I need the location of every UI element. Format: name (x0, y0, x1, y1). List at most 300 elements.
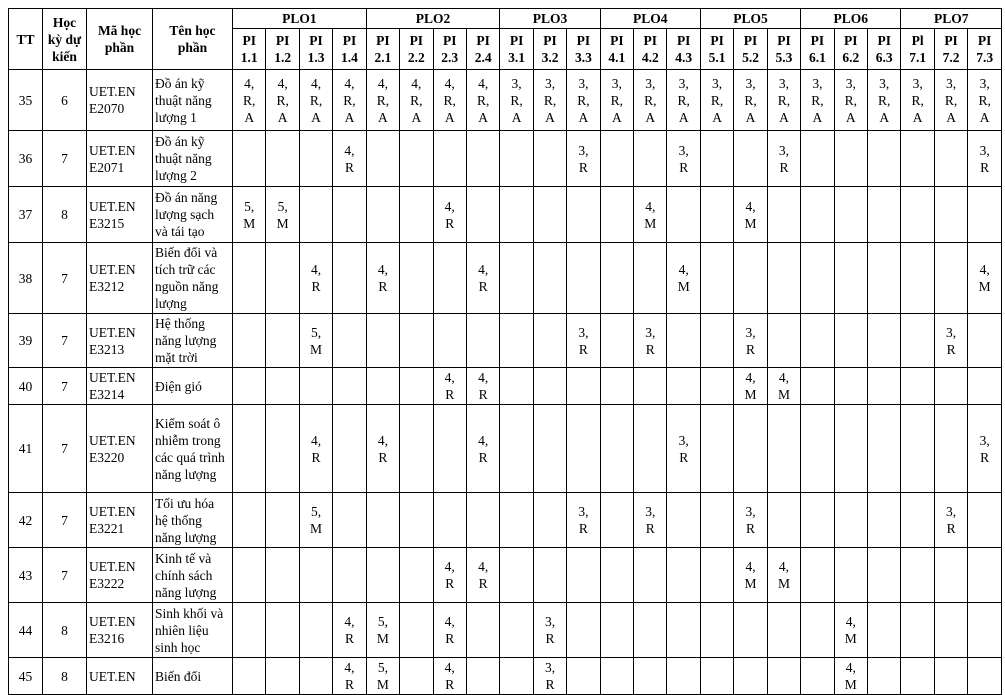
pi-value-cell (233, 493, 266, 548)
pi-value-cell (299, 368, 332, 405)
pi-value-cell: 4, R, A (466, 70, 499, 131)
pi-value-cell (734, 131, 767, 187)
pi-value-cell (801, 368, 834, 405)
pi-value-cell (901, 405, 934, 493)
pi-value-cell: 4, R (433, 548, 466, 603)
course-name-cell: Sinh khối và nhiên liệu sinh học (153, 603, 233, 658)
pi-column-header: PI 1.3 (299, 29, 332, 70)
pi-value-cell (834, 368, 867, 405)
pi-value-cell: 3, R (634, 493, 667, 548)
pi-value-cell (433, 405, 466, 493)
pi-value-cell (266, 314, 299, 368)
pi-value-cell: 3, R, A (567, 70, 600, 131)
pi-value-cell (567, 548, 600, 603)
pi-value-cell (868, 658, 901, 695)
pi-value-cell: 3, R (567, 314, 600, 368)
course-name-cell: Kiểm soát ô nhiễm trong các quá trình năng lượng (153, 405, 233, 493)
pi-value-cell: 4, R (366, 243, 399, 314)
pi-value-cell (934, 548, 967, 603)
semester-cell: 7 (43, 131, 87, 187)
pi-value-cell (901, 658, 934, 695)
plo-group-header: PLO7 (901, 9, 1002, 29)
pi-column-header: PI 5.1 (700, 29, 733, 70)
pi-value-cell (299, 187, 332, 243)
pi-value-cell (233, 603, 266, 658)
pi-value-cell: 4, R (466, 405, 499, 493)
pi-value-cell (634, 368, 667, 405)
pi-column-header: PI 1.2 (266, 29, 299, 70)
pi-column-header: PI 5.3 (767, 29, 800, 70)
pi-value-cell: 3, R (634, 314, 667, 368)
pi-value-cell (533, 314, 566, 368)
pi-value-cell (600, 603, 633, 658)
pi-value-cell (767, 405, 800, 493)
pi-value-cell (801, 187, 834, 243)
course-name-cell: Tối ưu hóa hệ thống năng lượng (153, 493, 233, 548)
pi-value-cell (934, 131, 967, 187)
pi-value-cell (299, 603, 332, 658)
course-code-cell: UET.EN E3220 (87, 405, 153, 493)
pi-value-cell (400, 314, 433, 368)
pi-value-cell: 4, R, A (333, 70, 366, 131)
pi-value-cell (266, 548, 299, 603)
pi-value-cell (366, 314, 399, 368)
row-number-cell: 43 (9, 548, 43, 603)
course-name-cell: Đồ án kỹ thuật năng lượng 2 (153, 131, 233, 187)
pi-column-header: PI 7.3 (968, 29, 1002, 70)
pi-value-cell (700, 243, 733, 314)
pi-value-cell (533, 187, 566, 243)
pi-column-header: PI 4.1 (600, 29, 633, 70)
semester-cell: 7 (43, 368, 87, 405)
pi-value-cell (667, 187, 700, 243)
pi-value-cell (968, 368, 1002, 405)
pi-value-cell: 3, R (533, 603, 566, 658)
table-row (9, 405, 1002, 493)
pi-value-cell: 3, R (968, 131, 1002, 187)
table-row (9, 658, 1002, 695)
pi-value-cell (734, 658, 767, 695)
pi-value-cell (233, 405, 266, 493)
pi-value-cell (266, 658, 299, 695)
pi-value-cell: 4, M (667, 243, 700, 314)
pi-value-cell (934, 368, 967, 405)
pi-value-cell (801, 603, 834, 658)
pi-value-cell (868, 187, 901, 243)
pi-value-cell (968, 187, 1002, 243)
pi-value-cell: 3, R (567, 131, 600, 187)
pi-value-cell (934, 603, 967, 658)
pi-value-cell (567, 368, 600, 405)
pi-value-cell: 3, R, A (834, 70, 867, 131)
pi-value-cell (801, 314, 834, 368)
pi-column-header: PI 2.2 (400, 29, 433, 70)
table-row (9, 314, 1002, 368)
pi-value-cell (233, 243, 266, 314)
pi-value-cell: 3, R (968, 405, 1002, 493)
pi-value-cell: 3, R, A (734, 70, 767, 131)
row-number-cell: 40 (9, 368, 43, 405)
column-header-semester: Học kỳ dự kiến (43, 9, 87, 70)
pi-value-cell (901, 603, 934, 658)
pi-value-cell (533, 548, 566, 603)
pi-value-cell: 3, R, A (868, 70, 901, 131)
pi-value-cell (500, 493, 533, 548)
pi-value-cell: 3, R, A (700, 70, 733, 131)
pi-value-cell (801, 493, 834, 548)
pi-value-cell (801, 131, 834, 187)
table-row (9, 187, 1002, 243)
pi-value-cell (901, 131, 934, 187)
pi-value-cell: 3, R, A (767, 70, 800, 131)
semester-cell: 7 (43, 243, 87, 314)
course-code-cell: UET.EN E3216 (87, 603, 153, 658)
pi-value-cell (466, 493, 499, 548)
semester-cell: 7 (43, 314, 87, 368)
pi-column-header: PI 2.3 (433, 29, 466, 70)
pi-value-cell (834, 131, 867, 187)
column-header-name: Tên học phần (153, 9, 233, 70)
pi-value-cell (834, 243, 867, 314)
pi-value-cell: 3, R (767, 131, 800, 187)
pi-value-cell (634, 603, 667, 658)
pi-value-cell: 3, R (533, 658, 566, 695)
pi-value-cell: 5, M (366, 658, 399, 695)
pi-value-cell: 3, R, A (533, 70, 566, 131)
pi-value-cell (299, 658, 332, 695)
pi-value-cell: 4, M (834, 658, 867, 695)
pi-value-cell (667, 314, 700, 368)
plo-mapping-table (8, 8, 1002, 695)
pi-column-header: PI 1.4 (333, 29, 366, 70)
pi-value-cell: 4, R (433, 658, 466, 695)
pi-value-cell (500, 314, 533, 368)
pi-value-cell (500, 243, 533, 314)
pi-value-cell: 4, R, A (400, 70, 433, 131)
pi-value-cell: 4, R, A (433, 70, 466, 131)
pi-value-cell: 4, R (433, 603, 466, 658)
pi-value-cell (634, 131, 667, 187)
pi-value-cell (366, 187, 399, 243)
table-row (9, 548, 1002, 603)
row-number-cell: 42 (9, 493, 43, 548)
pi-value-cell (533, 368, 566, 405)
course-name-cell: Hệ thống năng lượng mặt trời (153, 314, 233, 368)
pi-column-header: PI 4.2 (634, 29, 667, 70)
table-row (9, 131, 1002, 187)
row-number-cell: 36 (9, 131, 43, 187)
course-code-cell: UET.EN E3215 (87, 187, 153, 243)
course-code-cell: UET.EN E2070 (87, 70, 153, 131)
pi-value-cell (299, 131, 332, 187)
pi-value-cell (466, 187, 499, 243)
pi-value-cell: 4, R (466, 548, 499, 603)
pi-value-cell (366, 493, 399, 548)
pi-value-cell (667, 658, 700, 695)
pi-value-cell (333, 314, 366, 368)
pi-value-cell (600, 368, 633, 405)
pi-value-cell (500, 187, 533, 243)
pi-value-cell (233, 368, 266, 405)
pi-value-cell (400, 493, 433, 548)
pi-value-cell: 4, R (366, 405, 399, 493)
pi-value-cell: 5, M (366, 603, 399, 658)
pi-value-cell: 5, M (266, 187, 299, 243)
pi-value-cell (767, 187, 800, 243)
pi-value-cell (700, 368, 733, 405)
row-number-cell: 38 (9, 243, 43, 314)
pi-value-cell: 4, R (433, 368, 466, 405)
pi-value-cell (968, 658, 1002, 695)
pi-value-cell: 3, R (667, 405, 700, 493)
table-row (9, 493, 1002, 548)
pi-value-cell (767, 658, 800, 695)
pi-value-cell (934, 243, 967, 314)
course-name-cell: Đồ án kỹ thuật năng lượng 1 (153, 70, 233, 131)
pi-value-cell (801, 243, 834, 314)
table-row (9, 603, 1002, 658)
pi-value-cell: 3, R, A (968, 70, 1002, 131)
pi-value-cell (333, 368, 366, 405)
semester-cell: 6 (43, 70, 87, 131)
semester-cell: 8 (43, 187, 87, 243)
pi-value-cell (801, 548, 834, 603)
pi-value-cell: 3, R, A (634, 70, 667, 131)
pi-value-cell (901, 187, 934, 243)
pi-value-cell (834, 314, 867, 368)
pi-value-cell (600, 187, 633, 243)
pi-value-cell: 4, R (333, 603, 366, 658)
pi-value-cell (901, 368, 934, 405)
pi-value-cell (600, 131, 633, 187)
pi-value-cell: 4, R, A (266, 70, 299, 131)
pi-value-cell (700, 405, 733, 493)
course-name-cell: Điện gió (153, 368, 233, 405)
plo-group-header: PLO3 (500, 9, 600, 29)
plo-group-header: PLO1 (233, 9, 367, 29)
pi-value-cell (968, 314, 1002, 368)
pi-value-cell (934, 658, 967, 695)
pi-value-cell: 4, M (767, 368, 800, 405)
pi-value-cell (734, 243, 767, 314)
pi-value-cell (600, 243, 633, 314)
pi-value-cell: 4, M (834, 603, 867, 658)
pi-value-cell: 4, R (466, 368, 499, 405)
pi-value-cell (533, 493, 566, 548)
pi-value-cell (868, 368, 901, 405)
pi-value-cell (500, 131, 533, 187)
pi-value-cell: 3, R (934, 493, 967, 548)
pi-value-cell: 4, R (466, 243, 499, 314)
pi-value-cell (333, 493, 366, 548)
pi-value-cell (868, 405, 901, 493)
pi-value-cell (466, 314, 499, 368)
pi-value-cell (634, 658, 667, 695)
course-name-cell: Biến đổi (153, 658, 233, 695)
pi-value-cell (667, 548, 700, 603)
course-name-cell: Đồ án năng lượng sạch và tái tạo (153, 187, 233, 243)
pi-value-cell (968, 548, 1002, 603)
pi-value-cell (333, 548, 366, 603)
pi-value-cell (366, 368, 399, 405)
pi-value-cell (801, 405, 834, 493)
pi-value-cell (533, 131, 566, 187)
pi-value-cell: 3, R (667, 131, 700, 187)
pi-value-cell (868, 314, 901, 368)
pi-value-cell (299, 548, 332, 603)
course-code-cell: UET.EN E3221 (87, 493, 153, 548)
pi-value-cell: 4, R, A (233, 70, 266, 131)
table-row (9, 243, 1002, 314)
pi-value-cell (567, 603, 600, 658)
table-row (9, 368, 1002, 405)
pi-value-cell (400, 368, 433, 405)
course-code-cell: UET.EN (87, 658, 153, 695)
pi-value-cell (934, 187, 967, 243)
pi-value-cell (700, 658, 733, 695)
pi-value-cell (834, 187, 867, 243)
course-code-cell: UET.EN E3214 (87, 368, 153, 405)
table-row (9, 70, 1002, 131)
pi-value-cell (700, 493, 733, 548)
pi-column-header: PI 5.2 (734, 29, 767, 70)
pi-value-cell (567, 243, 600, 314)
pi-column-header: PI 6.1 (801, 29, 834, 70)
semester-cell: 8 (43, 658, 87, 695)
pi-value-cell: 4, R (333, 658, 366, 695)
pi-value-cell (868, 493, 901, 548)
pi-value-cell (567, 658, 600, 695)
course-name-cell: Biến đổi và tích trữ các nguồn năng lượng (153, 243, 233, 314)
pi-value-cell (400, 131, 433, 187)
pi-value-cell (901, 548, 934, 603)
pi-value-cell (366, 131, 399, 187)
pi-value-cell: 5, M (299, 493, 332, 548)
pi-value-cell (400, 548, 433, 603)
pi-value-cell (433, 314, 466, 368)
pi-value-cell (700, 187, 733, 243)
pi-value-cell (233, 658, 266, 695)
pi-value-cell (868, 548, 901, 603)
pi-value-cell: 4, R (299, 243, 332, 314)
pi-value-cell: 4, M (767, 548, 800, 603)
course-name-cell: Kinh tế và chính sách năng lượng (153, 548, 233, 603)
pi-value-cell (667, 603, 700, 658)
semester-cell: 7 (43, 548, 87, 603)
pi-value-cell (934, 405, 967, 493)
pi-value-cell: 4, R (299, 405, 332, 493)
pi-value-cell (600, 314, 633, 368)
semester-cell: 7 (43, 405, 87, 493)
pi-column-header: PI 3.1 (500, 29, 533, 70)
pi-value-cell: 3, R, A (934, 70, 967, 131)
pi-value-cell (266, 603, 299, 658)
pi-value-cell (667, 493, 700, 548)
pi-value-cell (700, 131, 733, 187)
pi-value-cell: 3, R (567, 493, 600, 548)
course-code-cell: UET.EN E3222 (87, 548, 153, 603)
pi-value-cell: 3, R, A (667, 70, 700, 131)
pi-column-header: PI 3.3 (567, 29, 600, 70)
pi-value-cell (901, 493, 934, 548)
pi-value-cell (266, 243, 299, 314)
pi-column-header: PI 3.2 (533, 29, 566, 70)
pi-value-cell (333, 243, 366, 314)
pi-column-header: PI 2.1 (366, 29, 399, 70)
pi-value-cell (801, 658, 834, 695)
pi-column-header: PI 6.3 (868, 29, 901, 70)
pi-value-cell (634, 405, 667, 493)
plo-group-header: PLO6 (801, 9, 901, 29)
pi-value-cell (868, 131, 901, 187)
column-header-tt: TT (9, 9, 43, 70)
pi-value-cell (868, 603, 901, 658)
pi-value-cell (901, 314, 934, 368)
pi-value-cell (466, 658, 499, 695)
pi-value-cell (233, 548, 266, 603)
pi-value-cell (767, 603, 800, 658)
plo-group-header: PLO4 (600, 9, 700, 29)
pi-value-cell (533, 243, 566, 314)
pi-value-cell (266, 368, 299, 405)
pi-value-cell (767, 493, 800, 548)
pi-column-header: PI 1.1 (233, 29, 266, 70)
pi-value-cell (266, 405, 299, 493)
row-number-cell: 37 (9, 187, 43, 243)
pi-value-cell (767, 243, 800, 314)
pi-value-cell (233, 131, 266, 187)
row-number-cell: 35 (9, 70, 43, 131)
pi-value-cell (767, 314, 800, 368)
row-number-cell: 44 (9, 603, 43, 658)
pi-value-cell: 4, R, A (299, 70, 332, 131)
pi-value-cell (600, 548, 633, 603)
column-header-code: Mã học phần (87, 9, 153, 70)
pi-value-cell: 4, M (734, 368, 767, 405)
pi-value-cell (500, 405, 533, 493)
pi-value-cell (968, 603, 1002, 658)
pi-value-cell (734, 603, 767, 658)
pi-value-cell (266, 493, 299, 548)
pi-value-cell (500, 368, 533, 405)
pi-value-cell (500, 603, 533, 658)
pi-value-cell: 3, R, A (500, 70, 533, 131)
pi-value-cell: 3, R (934, 314, 967, 368)
pi-value-cell (466, 131, 499, 187)
pi-value-cell: 4, R (433, 187, 466, 243)
pi-value-cell (834, 548, 867, 603)
pi-value-cell (400, 405, 433, 493)
pi-value-cell (667, 368, 700, 405)
pi-value-cell: 3, R (734, 493, 767, 548)
pi-value-cell (266, 131, 299, 187)
pi-value-cell: 3, R, A (600, 70, 633, 131)
row-number-cell: 41 (9, 405, 43, 493)
pi-value-cell (600, 658, 633, 695)
pi-value-cell (333, 187, 366, 243)
pi-value-cell: 5, M (233, 187, 266, 243)
pi-value-cell (734, 405, 767, 493)
pi-value-cell (433, 243, 466, 314)
pi-value-cell: 4, R, A (366, 70, 399, 131)
pi-value-cell (366, 548, 399, 603)
pi-value-cell (700, 548, 733, 603)
pi-value-cell (834, 493, 867, 548)
pi-value-cell (500, 658, 533, 695)
pi-value-cell (433, 131, 466, 187)
course-code-cell: UET.EN E3213 (87, 314, 153, 368)
pi-column-header: PI 7.2 (934, 29, 967, 70)
